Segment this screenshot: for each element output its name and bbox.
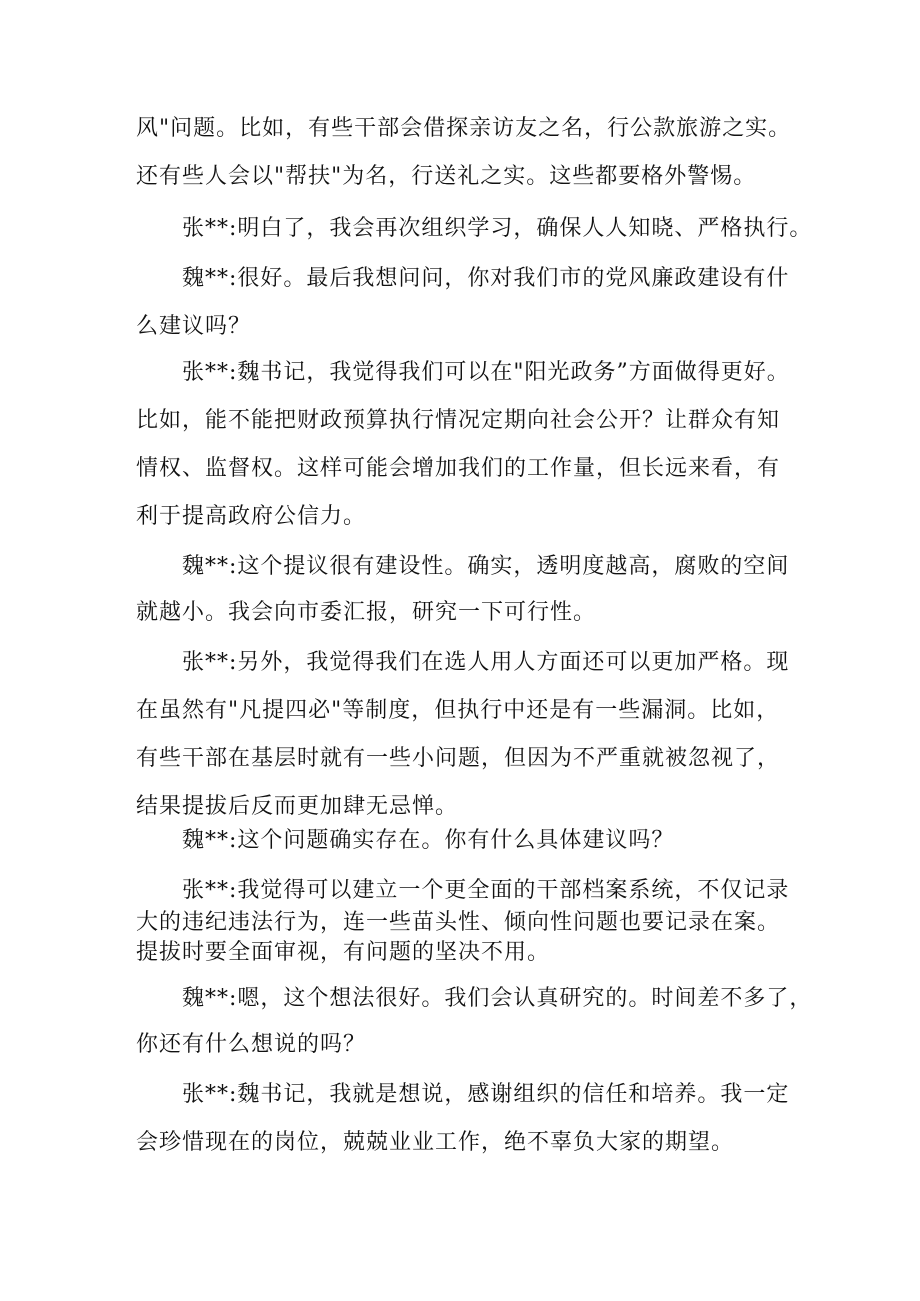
text-line: 大的违纪违法行为，连一些苗头性、倾向性问题也要记录在案。 [136, 910, 781, 935]
text-line: 你还有什么想说的吗？ [136, 1032, 367, 1057]
text-line: 张**:我觉得可以建立一个更全面的干部档案系统，不仅记录 [182, 878, 790, 903]
text-line: 张**:魏书记，我觉得我们可以在"阳光政务”方面做得更好。 [182, 360, 790, 385]
text-line: 有些干部在基层时就有一些小问题，但因为不严重就被忽视了， [136, 746, 781, 771]
text-line: 提拔时要全面审视，有问题的坚决不用。 [136, 940, 551, 965]
text-line: 比如，能不能把财政预算执行情况定期向社会公开？让群众有知 [136, 408, 781, 433]
text-line: 张**:另外，我觉得我们在选人用人方面还可以更加严格。现 [182, 650, 790, 675]
text-line: 风"问题。比如，有些干部会借探亲访友之名，行公款旅游之实。 [136, 116, 792, 141]
text-line: 在虽然有"凡提四必"等制度，但执行中还是有一些漏洞。比如， [136, 698, 780, 723]
text-line: 张**:魏书记，我就是想说，感谢组织的信任和培养。我一定 [182, 1082, 790, 1107]
text-line: 魏**:这个问题确实存在。你有什么具体建议吗？ [182, 828, 675, 853]
text-line: 结果提拔后反而更加肆无忌惮。 [136, 794, 459, 819]
text-line: 魏**:嗯，这个想法很好。我们会认真研究的。时间差不多了， [182, 986, 813, 1011]
text-line: 魏**:这个提议很有建设性。确实，透明度越高，腐败的空间 [182, 554, 790, 579]
text-line: 么建议吗？ [136, 314, 252, 339]
text-line: 魏**:很好。最后我想问问，你对我们市的党风廉政建设有什 [182, 266, 790, 291]
text-line: 利于提高政府公信力。 [136, 504, 367, 529]
text-line: 张**:明白了，我会再次组织学习，确保人人知晓、严格执行。 [182, 216, 813, 241]
text-line: 还有些人会以"帮扶"为名，行送礼之实。这些都要格外警惕。 [136, 164, 757, 189]
text-line: 会珍惜现在的岗位，兢兢业业工作，绝不辜负大家的期望。 [136, 1130, 735, 1155]
text-line: 情权、监督权。这样可能会增加我们的工作量，但长远来看，有 [136, 456, 781, 481]
text-line: 就越小。我会向市委汇报，研究一下可行性。 [136, 600, 597, 625]
